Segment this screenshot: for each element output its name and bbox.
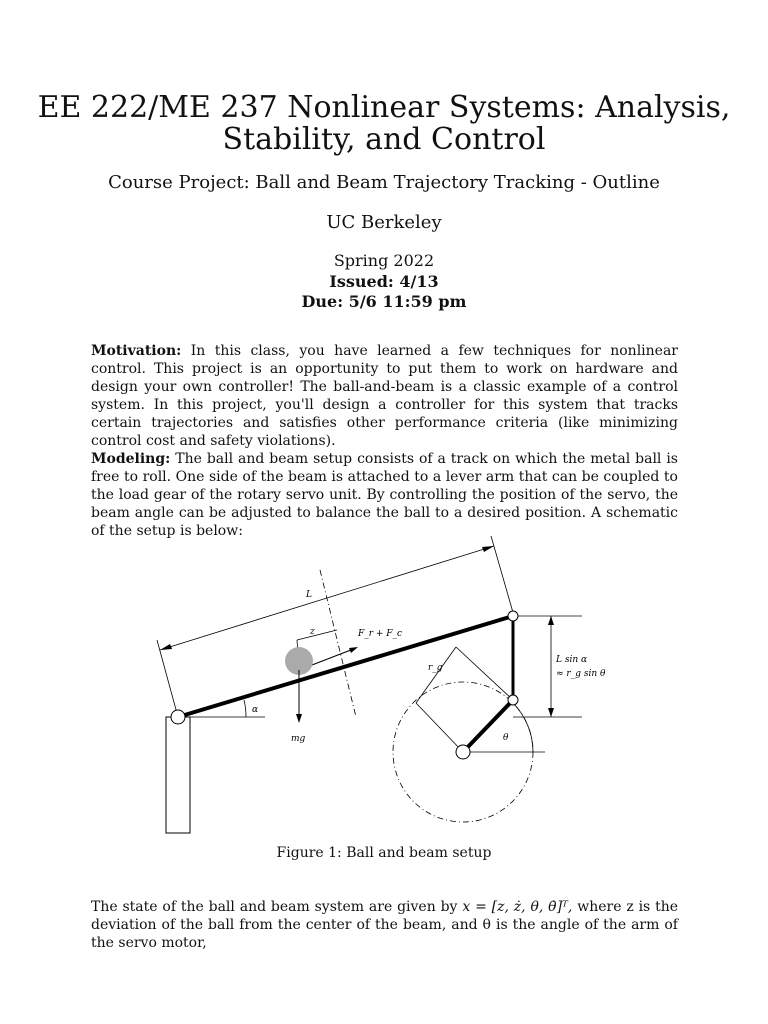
motivation-text: In this class, you have learned a few techniques for nonlinear control. This project is an opportunity to put them to work on hardware and design your own controller! The ball-and-beam is a classic example of a control system. In this project, you'll design a controller for this system that tracks certain trajectories and satisfies other performance criteria (like minimizing control cost and safety violations). [91,343,678,449]
label-L: L [306,590,312,600]
support-post [166,717,190,833]
issued-date: Issued: 4/13 [329,272,439,291]
subtitle: Course Project: Ball and Beam Trajectory Tracking - Outline [108,172,660,193]
term: Spring 2022 [333,251,435,270]
servo-center-joint [456,745,470,759]
z-dimension-line [297,630,337,640]
theta-arc [512,702,533,752]
servo-arm [463,700,513,752]
state-text-b: where z is the deviation of the ball from the center of the beam, and θ is the angle of the arm of the servo motor, [91,899,679,951]
due-date: Due: 5/6 11:59 pm [301,292,467,311]
beam [178,616,513,717]
label-z: z [310,627,315,637]
motivation-paragraph [91,342,678,450]
label-approx: ≈ r_g sin θ [556,669,606,679]
state-text-a: The state of the ball and beam system are given by [91,899,458,915]
title-line-2: Stability, and Control [222,122,546,157]
label-lsin: L sin α [556,655,588,665]
ball-beam-figure [0,530,768,850]
title-line-1: EE 222/ME 237 Nonlinear Systems: Analysis, [37,90,731,125]
modeling-paragraph [91,450,678,540]
state-equation: x = [z, ż, θ, θ̇]ᵀ, [462,899,573,915]
rg-dimension-line [416,647,456,703]
beam-end-joint [508,611,518,621]
modeling-text: The ball and beam setup consists of a track on which the metal ball is free to roll. One side of the beam is attached to a lever arm that can be coupled to the load gear of the rotary servo unit. By controlling the position of the servo, the beam angle can be adjusted to balance the ball to a desired position. A schematic of the setup is below: [91,451,678,539]
label-theta: θ [503,733,509,743]
modeling-label: Modeling: [91,451,171,467]
motivation-label: Motivation: [91,343,182,359]
label-force: F_r + F_c [358,629,403,639]
pivot-joint [171,710,185,724]
label-mg: mg [291,734,306,744]
beam-center-line [320,570,356,717]
figure-caption: Figure 1: Ball and beam setup [276,845,492,861]
label-rg: r_g [428,663,443,673]
institution: UC Berkeley [326,212,442,233]
label-alpha: α [252,705,259,715]
alpha-arc [244,700,246,717]
arm-end-joint [508,695,518,705]
state-paragraph [91,898,678,952]
